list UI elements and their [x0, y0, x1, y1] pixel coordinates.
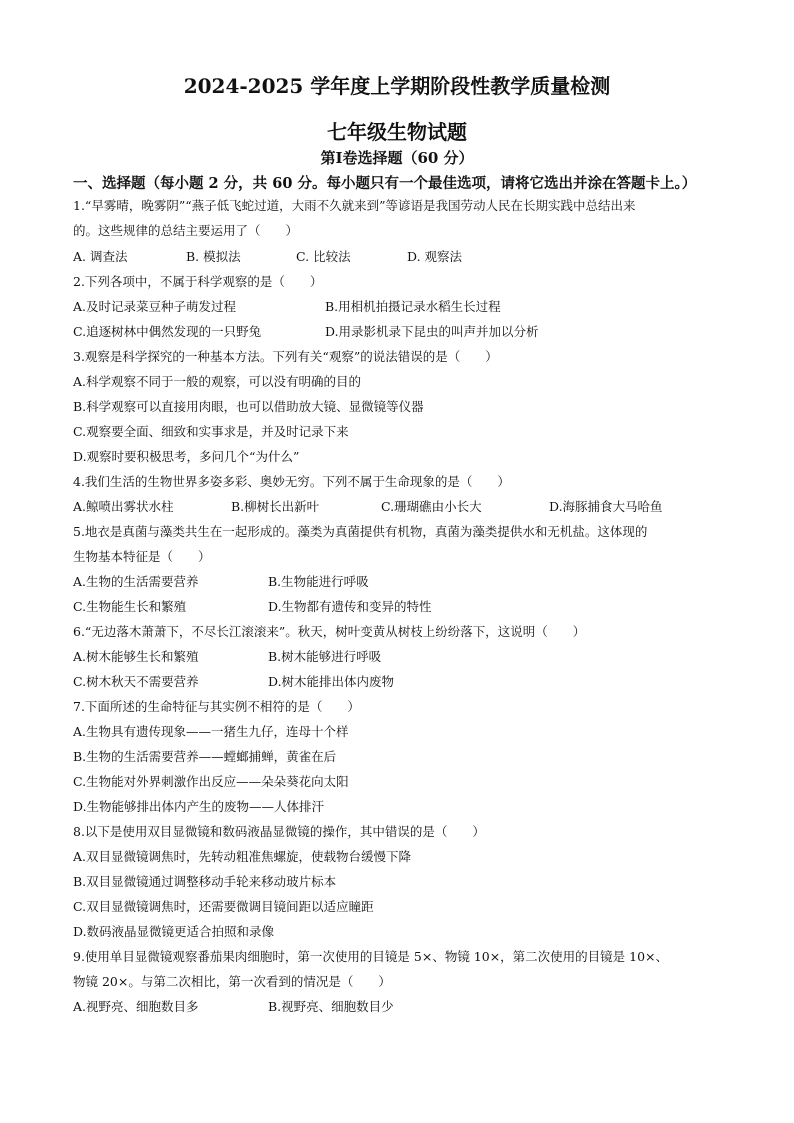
question-1-option-b: B. 模拟法 [186, 249, 241, 264]
question-1-stem-line-2: 的。这些规律的总结主要运用了（ ） [73, 223, 299, 238]
question-5-stem-line-1: 5.地衣是真菌与藻类共生在一起形成的。藻类为真菌提供有机物，真菌为藻类提供水和无机盐。这体现的 [73, 524, 648, 539]
question-4-option-c: C.珊瑚礁由小长大 [381, 499, 482, 514]
question-1-option-a: A. 调查法 [73, 249, 128, 264]
question-2-stem: 2.下列各项中，不属于科学观察的是（ ） [73, 274, 323, 289]
question-9-stem-line-1: 9.使用单目显微镜观察番茄果肉细胞时，第一次使用的目镜是 5×、物镜 10×，第二次使用的目镜是 10×、 [73, 949, 669, 964]
question-1-option-d: D. 观察法 [407, 249, 463, 264]
question-6-option-b: B.树木能够进行呼吸 [268, 649, 382, 664]
question-2-option-d: D.用录影机录下昆虫的叫声并加以分析 [325, 324, 539, 339]
question-7-option-b: B.生物的生活需要营养——螳螂捕蝉，黄雀在后 [73, 749, 337, 764]
question-7-option-c: C.生物能对外界刺激作出反应——朵朵葵花向太阳 [73, 774, 349, 789]
question-9-stem-line-2: 物镜 20×。与第二次相比，第一次看到的情况是（ ） [73, 974, 391, 989]
question-9-option-a: A.视野亮、细胞数目多 [73, 999, 199, 1014]
question-8-stem: 8.以下是使用双目显微镜和数码液晶显微镜的操作，其中错误的是（ ） [73, 824, 485, 839]
question-3-option-d: D.观察时要积极思考，多问几个“为什么” [73, 449, 300, 464]
exam-title: 2024-2025 学年度上学期阶段性教学质量检测 [183, 74, 611, 98]
question-4-option-b: B.柳树长出新叶 [231, 499, 320, 514]
question-6-option-c: C.树木秋天不需要营养 [73, 674, 199, 689]
question-2-option-c: C.追逐树林中偶然发现的一只野兔 [73, 324, 262, 339]
question-3-option-b: B.科学观察可以直接用肉眼，也可以借助放大镜、显微镜等仪器 [73, 399, 424, 414]
section-heading: 一、选择题（每小题 2 分，共 60 分。每小题只有一个最佳选项，请将它选出并涂在答题卡上。） [73, 175, 697, 192]
question-1-stem-line-1: 1.“早雾晴，晚雾阴”“燕子低飞蛇过道，大雨不久就来到”等谚语是我国劳动人民在长期实践中总结出来 [73, 198, 636, 213]
question-3-stem: 3.观察是科学探究的一种基本方法。下列有关“观察”的说法错误的是（ ） [73, 349, 498, 364]
question-4-stem: 4.我们生活的生物世界多姿多彩、奥妙无穷。下列不属于生命现象的是（ ） [73, 474, 510, 489]
question-6-option-d: D.树木能排出体内废物 [268, 674, 395, 689]
question-6-stem: 6.“无边落木萧萧下，不尽长江滚滚来”。秋天，树叶变黄从树枝上纷纷落下，这说明（ ） [73, 624, 586, 639]
question-5-option-c: C.生物能生长和繁殖 [73, 599, 187, 614]
volume-heading: 第Ⅰ卷选择题（60 分） [320, 149, 474, 167]
exam-subtitle: 七年级生物试题 [327, 120, 467, 144]
question-8-option-d: D.数码液晶显微镜更适合拍照和录像 [73, 924, 275, 939]
question-8-option-a: A.双目显微镜调焦时，先转动粗准焦螺旋，使载物台缓慢下降 [73, 849, 412, 864]
question-9-option-b: B.视野亮、细胞数目少 [268, 999, 394, 1014]
question-5-stem-line-2: 生物基本特征是（ ） [73, 549, 211, 564]
question-3-option-a: A.科学观察不同于一般的观察，可以没有明确的目的 [73, 374, 362, 389]
question-2-option-a: A.及时记录菜豆种子萌发过程 [73, 299, 237, 314]
question-7-option-d: D.生物能够排出体内产生的废物——人体排汗 [73, 799, 325, 814]
question-4-option-a: A.鲸喷出雾状水柱 [73, 499, 174, 514]
question-5-option-d: D.生物都有遗传和变异的特性 [268, 599, 432, 614]
question-5-option-b: B.生物能进行呼吸 [268, 574, 369, 589]
question-4-option-d: D.海豚捕食大马哈鱼 [549, 499, 663, 514]
question-6-option-a: A.树木能够生长和繁殖 [73, 649, 199, 664]
question-7-stem: 7.下面所述的生命特征与其实例不相符的是（ ） [73, 699, 360, 714]
question-7-option-a: A.生物具有遗传现象——一猪生九仔，连母十个样 [73, 724, 349, 739]
question-1-option-c: C. 比较法 [296, 249, 351, 264]
question-5-option-a: A.生物的生活需要营养 [73, 574, 199, 589]
question-2-option-b: B.用相机拍摄记录水稻生长过程 [325, 299, 501, 314]
question-8-option-c: C.双目显微镜调焦时，还需要微调目镜间距以适应瞳距 [73, 899, 374, 914]
question-8-option-b: B.双目显微镜通过调整移动手轮来移动玻片标本 [73, 874, 337, 889]
question-3-option-c: C.观察要全面、细致和实事求是，并及时记录下来 [73, 424, 349, 439]
